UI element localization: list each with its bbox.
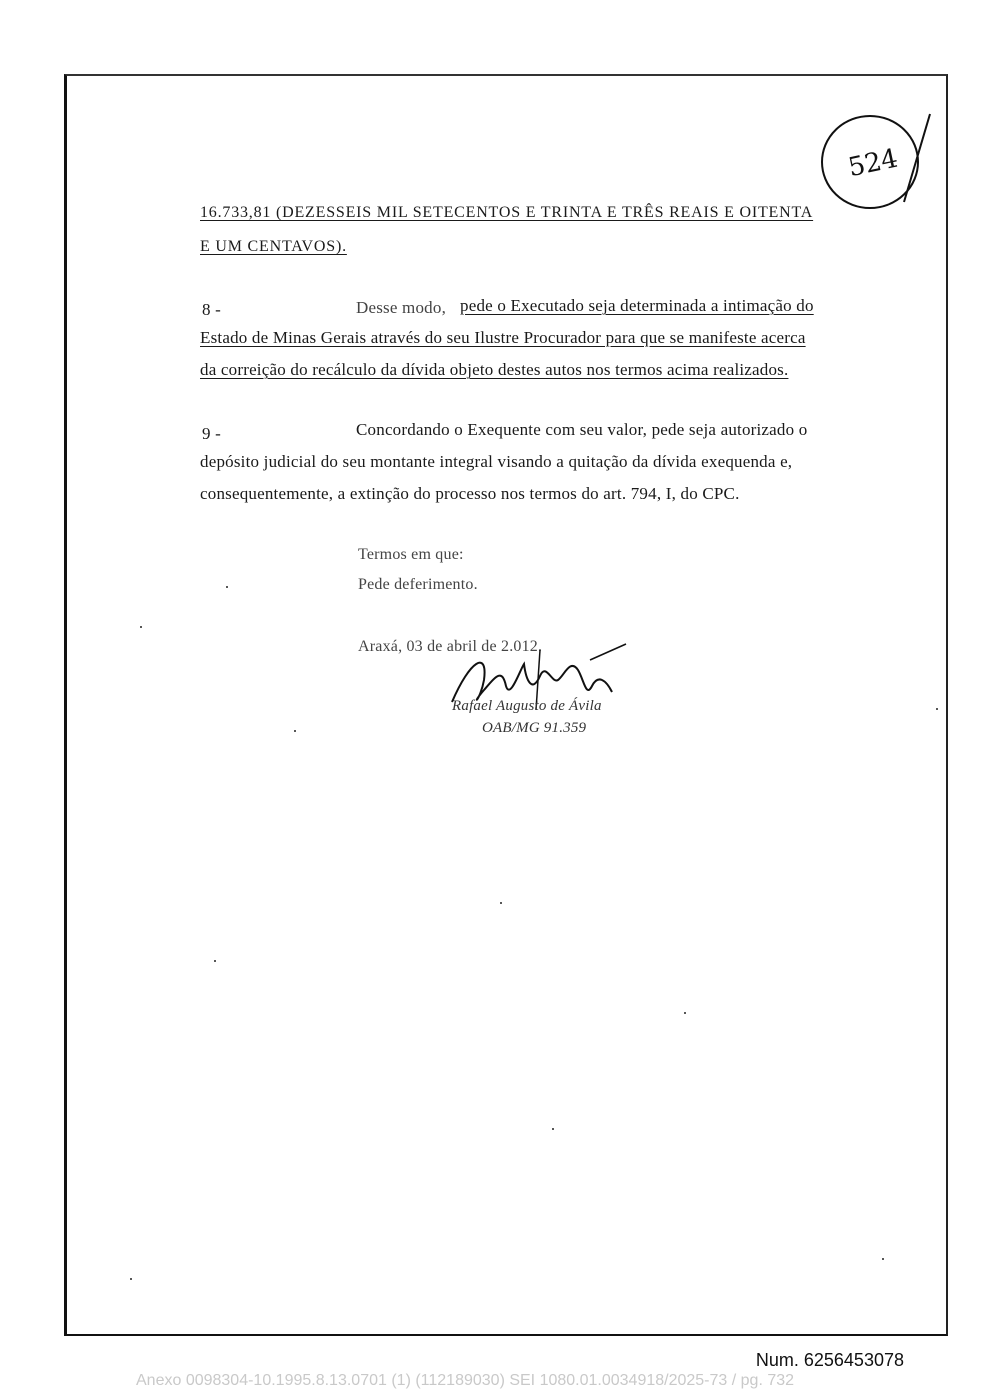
scan-speck — [140, 626, 142, 628]
closing-line-2: Pede deferimento. — [358, 576, 478, 593]
paragraph-9-line-1: Concordando o Exequente com seu valor, pede seja autorizado o — [356, 420, 808, 439]
paragraph-8-number: 8 - — [202, 300, 222, 319]
scan-speck — [294, 730, 296, 732]
annex-reference: Anexo 0098304-10.1995.8.13.0701 (1) (112189030) SEI 1080.01.0034918/2025-73 / pg. 732 — [136, 1372, 795, 1389]
paragraph-8-line-2: Estado de Minas Gerais através do seu Ilustre Procurador para que se manifeste acerca — [200, 328, 806, 347]
amount-line-2: E UM CENTAVOS). — [200, 238, 347, 255]
paragraph-9-number: 9 - — [202, 424, 222, 443]
signer-oab: OAB/MG 91.359 — [482, 720, 587, 736]
paragraph-9-line-2: depósito judicial do seu montante integral visando a quitação da dívida exequenda e, — [200, 452, 793, 471]
closing-line-1: Termos em que: — [358, 546, 464, 563]
scan-speck — [882, 1258, 884, 1260]
place-and-date: Araxá, 03 de abril de 2.012. — [358, 638, 543, 655]
document-number: Num. 6256453078 — [755, 1350, 904, 1370]
paragraph-8-lead: Desse modo, — [356, 298, 447, 317]
amount-line-1: 16.733,81 (DEZESSEIS MIL SETECENTOS E TRINTA E TRÊS REAIS E OITENTA — [200, 204, 814, 221]
scan-speck — [130, 1278, 132, 1280]
page-number-stamp — [818, 106, 938, 216]
scan-speck — [214, 960, 216, 962]
scan-speck — [552, 1128, 554, 1130]
paragraph-8-line-1: pede o Executado seja determinada a intimação do — [460, 296, 814, 315]
stamp-number: 524 — [845, 143, 901, 184]
paragraph-9-line-3: consequentemente, a extinção do processo nos termos do art. 794, I, do CPC. — [200, 484, 740, 503]
signer-name: Rafael Augusto de Ávila — [452, 698, 602, 714]
scan-speck — [226, 586, 228, 588]
scan-speck — [684, 1012, 686, 1014]
paragraph-8-line-3: da correição do recálculo da dívida objeto destes autos nos termos acima realizados. — [200, 360, 789, 379]
scan-speck — [936, 708, 938, 710]
scan-speck — [500, 902, 502, 904]
